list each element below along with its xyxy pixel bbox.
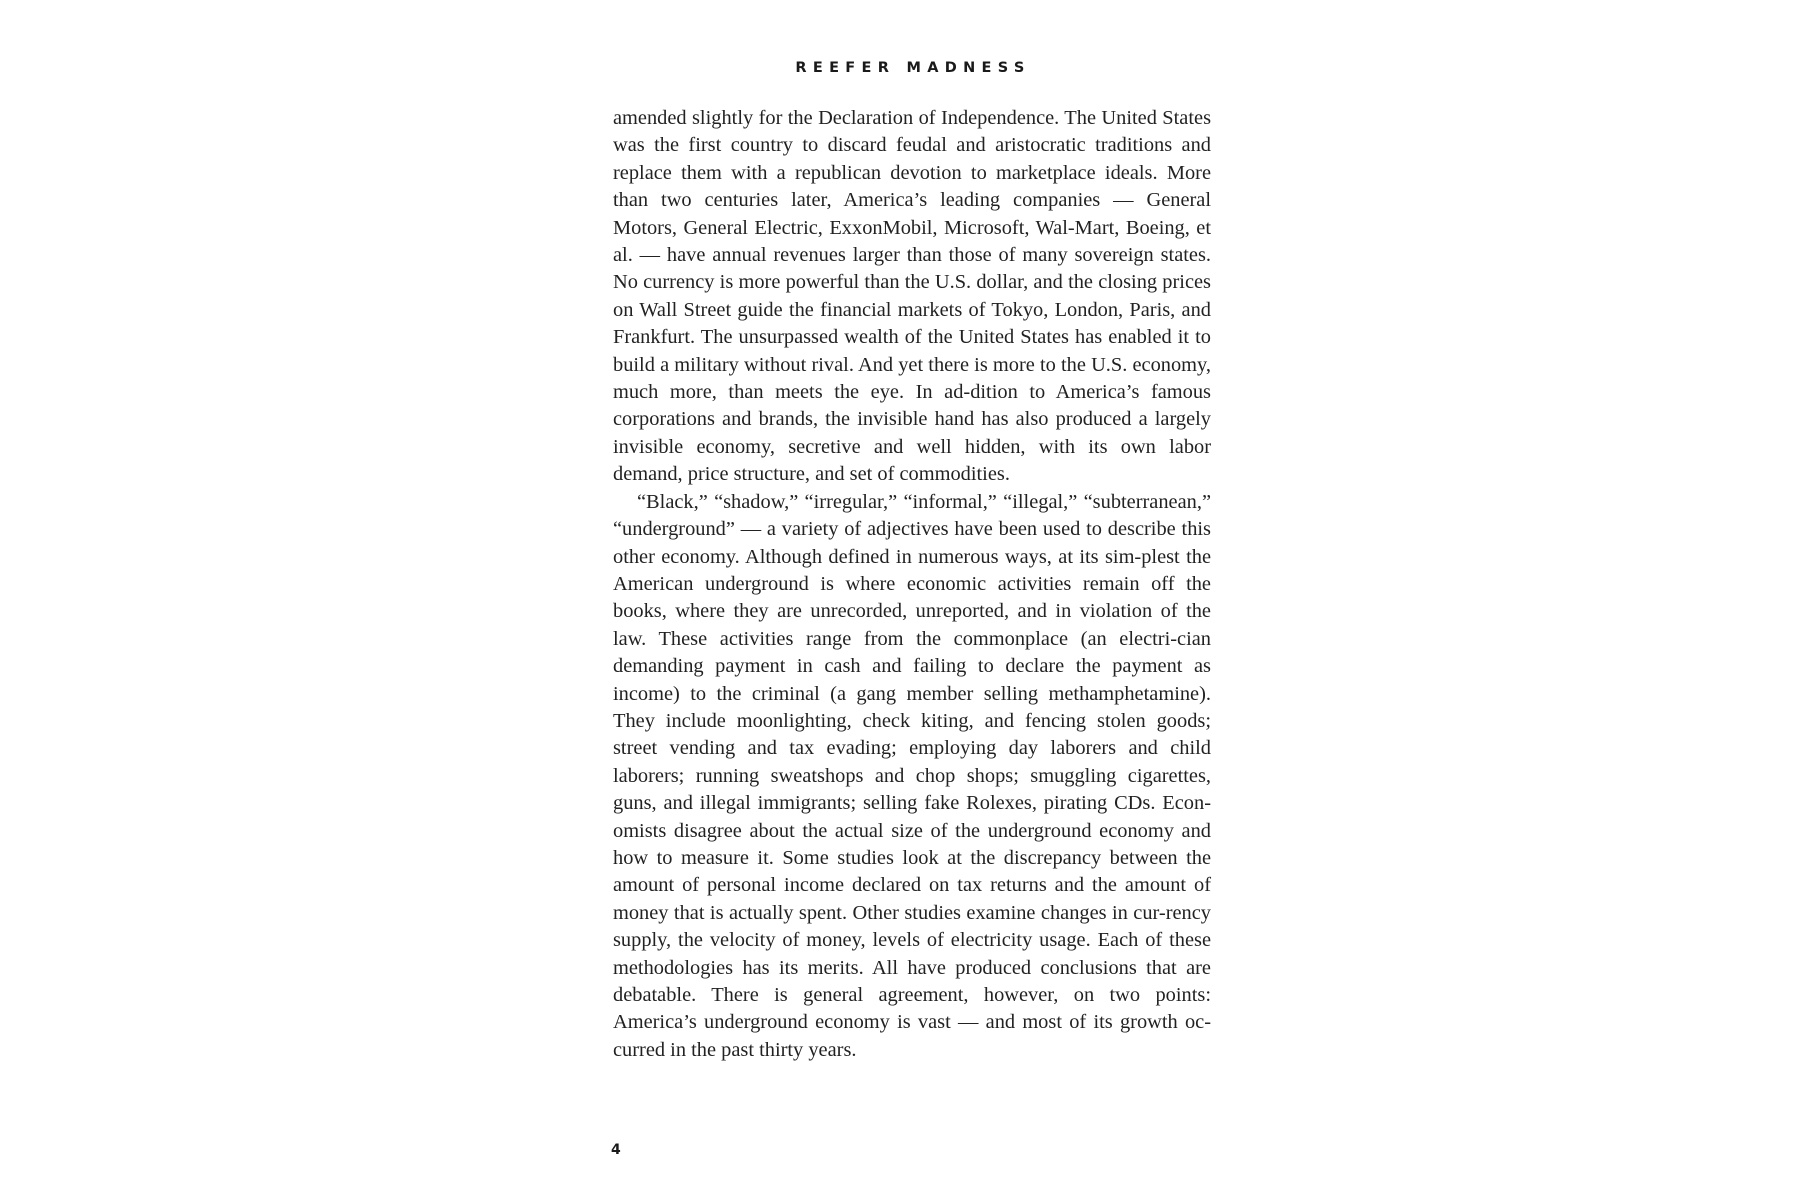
paragraph-2: “Black,” “shadow,” “irregular,” “informal,” “illegal,” “subterranean,” “underground” — a variety of adjectives have been used to describe this other economy. Although defined in numerous ways, at its sim-plest the American underground is where economic activities remain off the books, where they are unrecorded, unreported, and in violation of the law. These activities range from the commonplace (an electri-cian demanding payment in cash and failing to declare the payment as income) to the criminal (a gang member selling methamphetamine). They include moonlighting, check kiting, and fencing stolen goods; street vending and tax evading; employing day laborers and child laborers; running sweatshops and chop shops; smuggling cigarettes, guns, and illegal immigrants; selling fake Rolexes, pirating CDs. Econ-omists disagree about the actual size of the underground economy and how to measure it. Some studies look at the discrepancy between the amount of personal income declared on tax returns and the amount of money that is actually spent. Other studies examine changes in cur-rency supply, the velocity of money, levels of electricity usage. Each of these methodologies has its merits. All have produced conclusions that are debatable. There is general agreement, however, on two points: America’s underground economy is vast — and most of its growth oc-curred in the past thirty years. — [613, 490, 1211, 1061]
paragraph-1: amended slightly for the Declaration of Independence. The United States was the first country to discard feudal and aristocratic traditions and replace them with a republican devotion to marketplace ideals. More than two centuries later, America’s leading companies — General Motors, General Electric, ExxonMobil, Microsoft, Wal-Mart, Boeing, et al. — have annual revenues larger than those of many sovereign states. No currency is more powerful than the U.S. dollar, and the closing prices on Wall Street guide the financial markets of Tokyo, London, Paris, and Frankfurt. The unsurpassed wealth of the United States has enabled it to build a military without rival. And yet there is more to the U.S. economy, much more, than meets the eye. In ad-dition to America’s famous corporations and brands, the invisible hand has also produced a largely invisible economy, secretive and well hidden, with its own labor demand, price structure, and set of commodities. — [613, 107, 1211, 486]
page-number: 4 — [611, 1142, 621, 1158]
running-head: REEFER MADNESS — [795, 60, 1031, 76]
body-text — [613, 105, 1211, 1064]
